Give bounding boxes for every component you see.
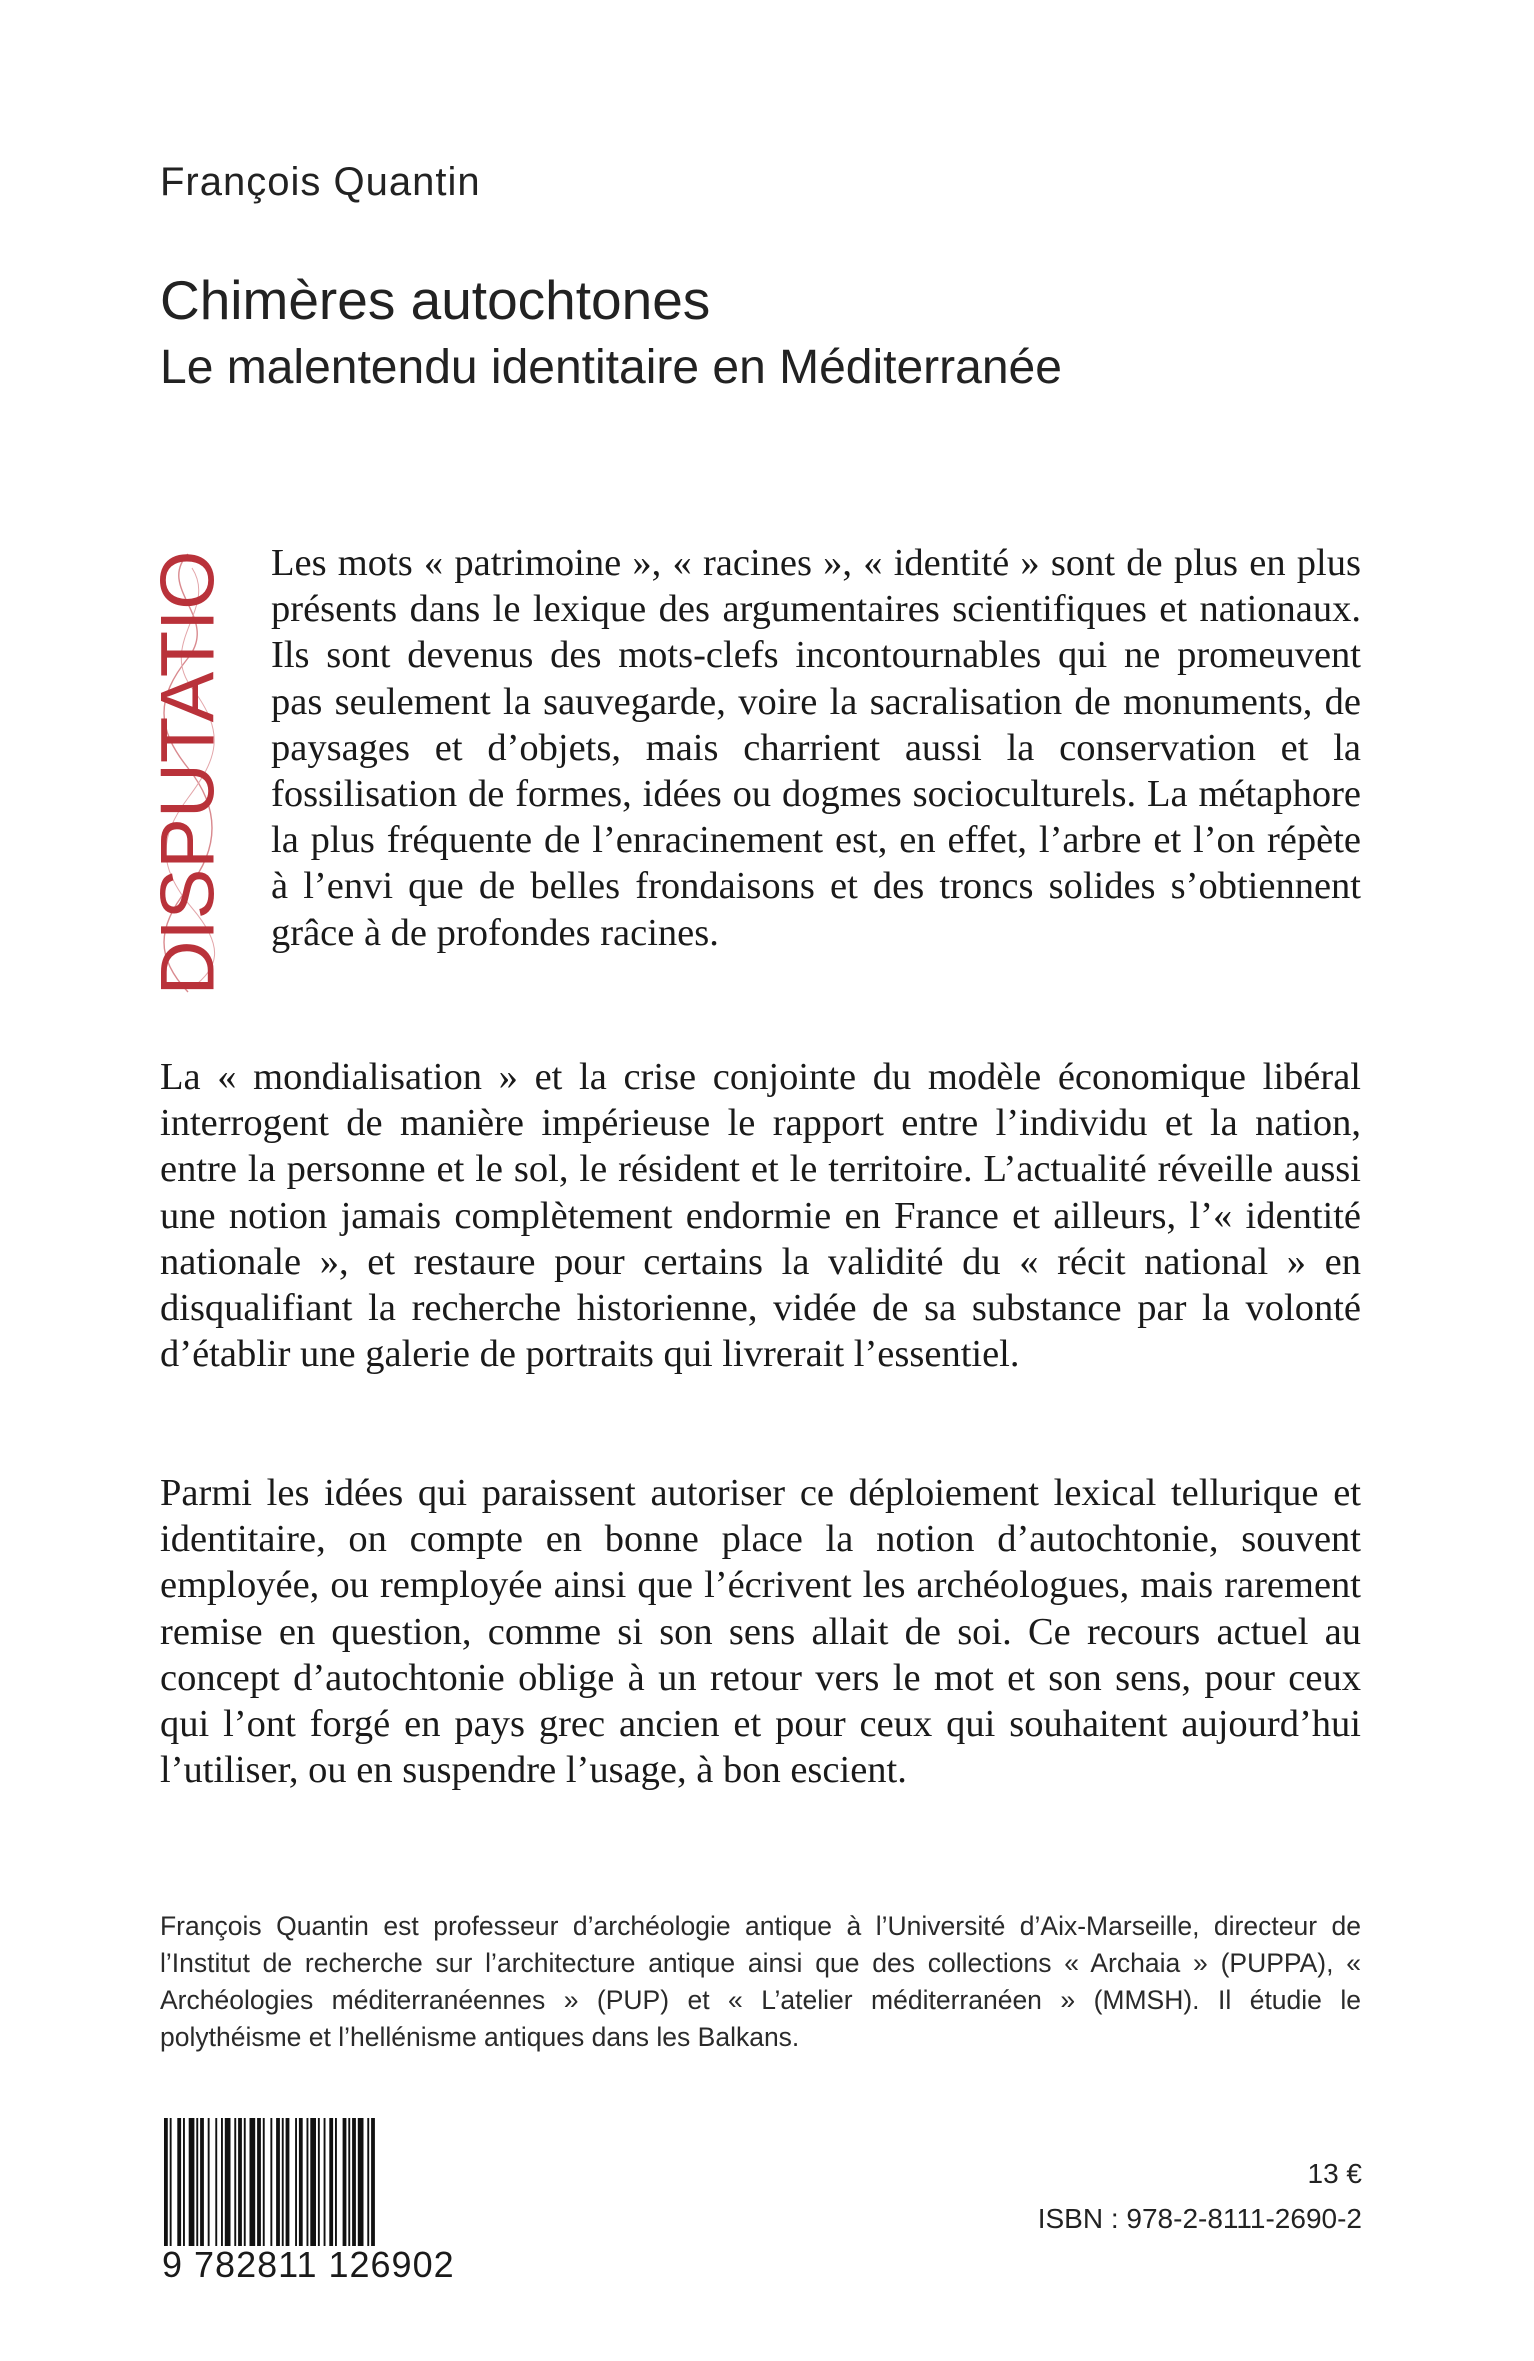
body-paragraph-3: Parmi les idées qui paraissent autoriser ce déploiement lexical tellurique et identitaire, on compte en bonne place la notion d’autochtonie, souvent employée, ou remployée ainsi que l’écrivent les archéologues, mais rarement remise en question, comme si son sens allait de soi. Ce recours actuel au concept d’autochtonie oblige à un retour vers le mot et son sens, pour ceux qui l’ont forgé en pays grec ancien et pour ceux qui souhaitent aujourd’hui l’utiliser, ou en suspendre l’usage, à bon escient. (160, 1472, 1361, 1792)
body-paragraph-1: Les mots « patrimoine », « racines », « identité » sont de plus en plus présents dans le lexique des argumentaires scientifiques et nationaux. Ils sont devenus des mots-clefs incontournables qui ne promeuvent pas seulement la sauvegarde, voire la sacralisation de monuments, de paysages et d’objets, mais charrient aussi la conservation et la fossilisation de formes, idées ou dogmes socioculturels. La métaphore la plus fréquente de l’enracinement est, en effet, l’arbre et l’on répète à l’envi que de belles frondaisons et des troncs solides s’obtiennent grâce à de profondes racines. (271, 542, 1361, 954)
barcode-icon (162, 2118, 458, 2246)
author-bio: François Quantin est professeur d’archéologie antique à l’Université d’Aix-Marseille, directeur de l’Institut de recherche sur l’architecture antique ainsi que des collections « Archaia » (PUPPA), « Archéologies méditerranéennes » (PUP) et « L’atelier méditerranéen » (MMSH). Il étudie le polythéisme et l’hellénisme antiques dans les Balkans. (160, 1911, 1361, 2052)
series-logo (145, 548, 231, 998)
author-name: François Quantin (160, 160, 481, 204)
barcode-number: 9 782811 126902 (162, 2244, 455, 2285)
book-title: Chimères autochtones (160, 269, 711, 331)
isbn: ISBN : 978-2-8111-2690-2 (1037, 2203, 1362, 2234)
series-label: DISPUTATIO (145, 550, 231, 996)
book-subtitle: Le malentendu identitaire en Méditerranée (160, 341, 1062, 394)
price: 13 € (1307, 2158, 1362, 2189)
body-paragraph-2: La « mondialisation » et la crise conjointe du modèle économique libéral interrogent de manière impérieuse le rapport entre l’individu et la nation, entre la personne et le sol, le résident et le territoire. L’actualité réveille aussi une notion jamais complètement endormie en France et ailleurs, l’« identité nationale », et restaure pour certains la validité du « récit national » en disqualifiant la recherche historienne, vidée de sa substance par la volonté d’établir une galerie de portraits qui livrerait l’essentiel. (160, 1056, 1361, 1376)
